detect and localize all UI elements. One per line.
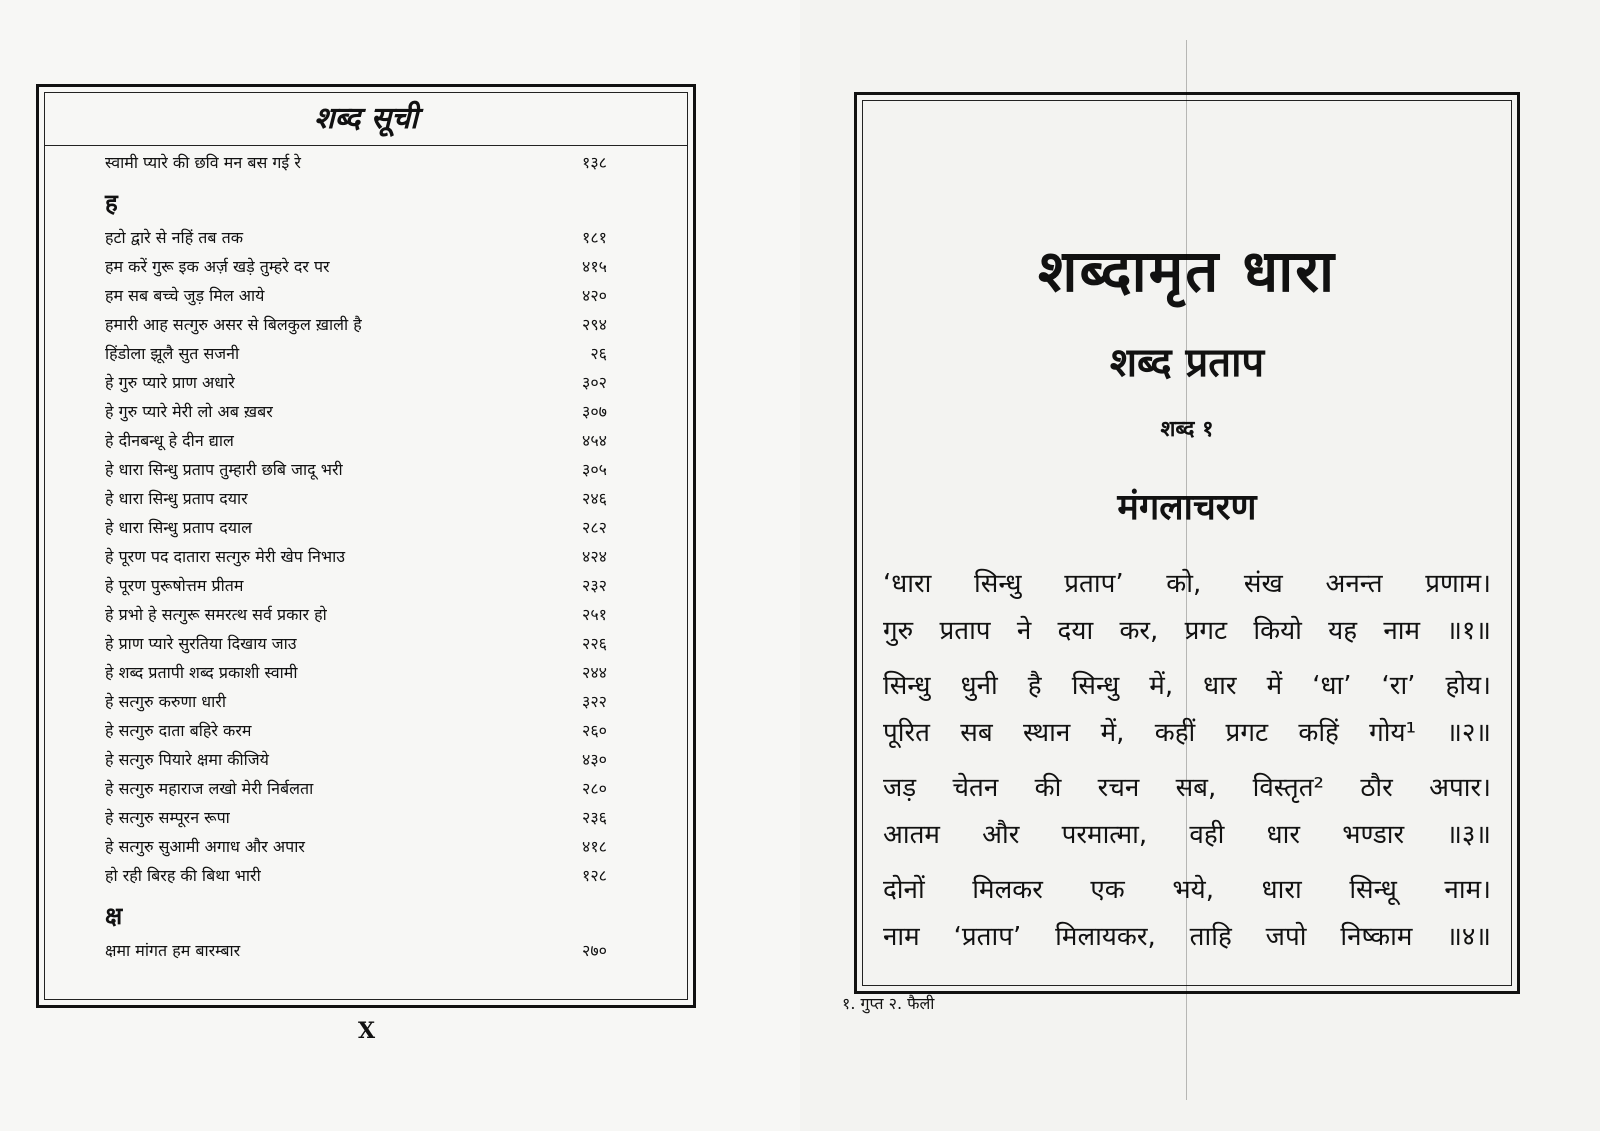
footnote: १. गुप्त २. फैली: [842, 994, 935, 1013]
index-entry-page: ३०२: [582, 373, 607, 392]
index-entry-text: हे शब्द प्रतापी शब्द प्रकाशी स्वामी: [105, 663, 298, 682]
index-entry-text: हम करें गुरू इक अर्ज़ खड़े तुम्हरे दर पर: [105, 257, 330, 276]
index-entry-page: ४२४: [582, 547, 607, 566]
index-entry-page: १३८: [582, 153, 607, 172]
index-entry-page: २८२: [582, 518, 607, 537]
index-entry-page: २२६: [582, 634, 607, 653]
index-entry-text: हे पूरण पुरूषोत्तम प्रीतम: [105, 576, 244, 595]
index-entry: [105, 458, 607, 487]
verse-line: आतम और परमात्मा, वही धार भण्डार ॥३॥: [883, 820, 1491, 850]
index-entry: [105, 777, 607, 806]
index-entry-text: हे सत्गुरु दाता बहिरे करम: [105, 721, 252, 740]
index-title: शब्द सूची: [45, 93, 687, 146]
index-entry: [105, 429, 607, 458]
index-entry: [105, 151, 607, 180]
index-entry: [105, 516, 607, 545]
book-title: शब्दामृत धारा: [1038, 237, 1336, 305]
page-number: X: [358, 1018, 376, 1044]
index-entry: [105, 342, 607, 371]
index-entry: [105, 690, 607, 719]
index-entry-text: हे दीनबन्धू हे दीन द्याल: [105, 431, 234, 450]
index-entry-page: ४१५: [582, 257, 607, 276]
index-entry-page: २६: [590, 344, 607, 363]
index-entry-page: २७०: [582, 941, 607, 960]
index-entry-text: हम सब बच्चे जुड़ मिल आये: [105, 286, 265, 305]
verse-line: पूरित सब स्थान में, कहीं प्रगट कहिं गोय¹ ॥२॥: [883, 718, 1491, 748]
index-entry: [105, 371, 607, 400]
index-entry-page: ३०५: [582, 460, 607, 479]
scan-crease-line: [1186, 40, 1187, 1100]
index-entry: [105, 545, 607, 574]
verse-line: गुरु प्रताप ने दया कर, प्रगट कियो यह नाम ॥१॥: [883, 616, 1491, 646]
index-entry-page: ४३०: [582, 750, 607, 769]
shabd-number: शब्द १: [1160, 417, 1214, 442]
index-entry-page: २३६: [582, 808, 607, 827]
index-entry: [105, 284, 607, 313]
index-entry: [105, 400, 607, 429]
index-frame: [36, 84, 696, 1008]
index-entry: [105, 939, 607, 968]
index-entry-page: १२८: [582, 866, 607, 885]
index-entry: [105, 748, 607, 777]
index-entry-page: ३०७: [582, 402, 607, 421]
index-entry-page: २४४: [582, 663, 607, 682]
index-entry-page: ३२२: [582, 692, 607, 711]
index-entry-text: हे पूरण पद दातारा सत्गुरु मेरी खेप निभाउ: [105, 547, 346, 566]
index-entry: [105, 255, 607, 284]
chapter-title: शब्द प्रताप: [1109, 340, 1265, 386]
index-entry-page: २८०: [582, 779, 607, 798]
hymn-frame: [854, 92, 1520, 994]
index-entry: [105, 313, 607, 342]
index-entry-page: ४१८: [582, 837, 607, 856]
index-entry-page: २९४: [582, 315, 607, 334]
index-list: [105, 151, 607, 968]
index-entry-text: हे प्राण प्यारे सुरतिया दिखाय जाउ: [105, 634, 297, 653]
index-entry-text: हिंडोला झूलै सुत सजनी: [105, 344, 240, 363]
index-entry-page: २३२: [582, 576, 607, 595]
index-entry-text: हो रही बिरह की बिथा भारी: [105, 866, 261, 885]
index-entry-text: हमारी आह सत्गुरु असर से बिलकुल ख़ाली है: [105, 315, 362, 334]
index-frame-inner: [44, 92, 688, 1000]
index-entry-text: हे सत्गुरु पियारे क्षमा कीजिये: [105, 750, 269, 769]
index-entry: [105, 661, 607, 690]
index-entry-text: हे सत्गुरु सम्पूरन रूपा: [105, 808, 230, 827]
index-entry-text: हे धारा सिन्धु प्रताप दयार: [105, 489, 248, 508]
verse-line: दोनों मिलकर एक भये, धारा सिन्धू नाम।: [883, 875, 1491, 905]
index-letter-heading: ह: [105, 188, 118, 217]
index-entry-text: हे सत्गुरु सुआमी अगाध और अपार: [105, 837, 305, 856]
index-entry-text: हटो द्वारे से नहिं तब तक: [105, 228, 244, 247]
index-entry-text: हे धारा सिन्धु प्रताप तुम्हारी छबि जादू भरी: [105, 460, 343, 479]
index-entry-text: क्षमा मांगत हम बारम्बार: [105, 941, 241, 960]
index-entry-text: हे गुरु प्यारे प्राण अधारे: [105, 373, 235, 392]
index-entry: [105, 632, 607, 661]
index-entry-page: १८१: [582, 228, 607, 247]
hymn-frame-inner: [862, 100, 1512, 986]
index-entry-text: स्वामी प्यारे की छवि मन बस गई रे: [105, 153, 301, 172]
index-entry: [105, 806, 607, 835]
verse-line: ‘धारा सिन्धु प्रताप’ को, संख अनन्त प्रणाम।: [883, 569, 1491, 599]
index-entry: [105, 574, 607, 603]
index-entry-text: हे धारा सिन्धु प्रताप दयाल: [105, 518, 252, 537]
verse-line: सिन्धु धुनी है सिन्धु में, धार में ‘धा’ ‘रा’ होय।: [883, 671, 1491, 701]
index-entry-page: ४५४: [582, 431, 607, 450]
index-entry-page: २४६: [582, 489, 607, 508]
verses: [883, 561, 1491, 969]
index-entry: [105, 719, 607, 748]
index-entry: [105, 226, 607, 255]
index-entry-page: ४२०: [582, 286, 607, 305]
index-entry-text: हे सत्गुरु करुणा धारी: [105, 692, 226, 711]
index-entry: [105, 603, 607, 632]
index-entry-page: २६०: [582, 721, 607, 740]
index-letter-heading: क्ष: [105, 901, 123, 930]
index-entry-text: हे गुरु प्यारे मेरी लो अब ख़बर: [105, 402, 273, 421]
verse-line: नाम ‘प्रताप’ मिलायकर, ताहि जपो निष्काम ॥४॥: [883, 922, 1491, 952]
index-entry-text: हे सत्गुरु महाराज लखो मेरी निर्बलता: [105, 779, 314, 798]
index-entry: [105, 487, 607, 516]
index-entry: [105, 864, 607, 893]
index-entry-page: २५१: [582, 605, 607, 624]
section-title: मंगलाचरण: [1117, 487, 1257, 528]
index-entry: [105, 835, 607, 864]
index-entry-text: हे प्रभो हे सत्गुरू समरत्थ सर्व प्रकार हो: [105, 605, 327, 624]
verse-line: जड़ चेतन की रचन सब, विस्तृत² ठौर अपार।: [883, 773, 1491, 803]
